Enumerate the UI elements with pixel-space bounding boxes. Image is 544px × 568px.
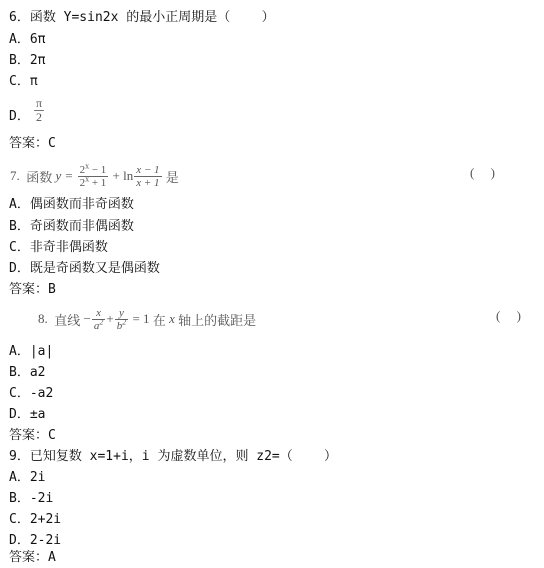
q8-plus: + <box>106 311 114 326</box>
q6-option-d-fraction <box>34 97 44 124</box>
q8-minus: − <box>83 311 91 326</box>
q7-tail: 是 <box>165 169 179 185</box>
q7-f1-den-base: 2 <box>79 176 86 189</box>
q7-answer-paren: ( ) <box>470 165 495 180</box>
q9-stem: 9．已知复数 x=1+i，i 为虚数单位，则 z2=（ ） <box>9 449 338 464</box>
q7-fraction-1 <box>78 160 109 189</box>
q7-plus-ln: + ln <box>112 168 134 183</box>
q6-option-b: B．2π <box>9 53 46 68</box>
q9-option-c: C．2+2i <box>9 512 62 527</box>
q8-tail-pre: 在 <box>152 312 166 328</box>
q8-option-a: A．|a| <box>9 344 54 359</box>
q8-answer: 答案：C <box>9 428 56 443</box>
q8-tail-post: 轴上的截距是 <box>178 312 257 328</box>
q6-option-d-numerator: π <box>36 96 43 110</box>
q9-option-b: B．-2i <box>9 491 54 506</box>
q7-label: 7. <box>10 168 20 183</box>
q7-stem <box>10 160 179 192</box>
q6-option-d-denominator: 2 <box>36 110 43 124</box>
q8-f1-den-sup: 2 <box>99 316 104 326</box>
q7-fraction-2 <box>134 164 161 189</box>
q8-fraction-1 <box>92 307 106 332</box>
q9-answer: 答案：A <box>9 550 56 565</box>
q7-f1-num-rest: − 1 <box>91 163 107 176</box>
q6-option-a: A．6π <box>9 32 46 47</box>
q7-option-a: A．偶函数而非奇函数 <box>9 197 134 212</box>
q7-f1-den-sup: x <box>85 173 90 183</box>
q8-equals: = 1 <box>132 311 150 326</box>
q7-answer: 答案：B <box>9 282 56 297</box>
q9-option-d: D．2-2i <box>9 533 62 548</box>
q9-option-a: A．2i <box>9 470 46 485</box>
q8-tail-var: x <box>169 311 175 326</box>
q6-stem: 6．函数 Y=sin2x 的最小正周期是（ ） <box>9 10 275 25</box>
q8-f2-den-sup: 2 <box>122 316 127 326</box>
q8-option-c: C．-a2 <box>9 386 54 401</box>
q8-option-d: D．±a <box>9 407 46 422</box>
q7-option-d: D．既是奇函数又是偶函数 <box>9 261 160 276</box>
q6-option-c: C．π <box>9 74 38 89</box>
q8-label: 8. <box>38 311 48 326</box>
q7-option-b: B．奇函数而非偶函数 <box>9 219 134 234</box>
q7-f2-den: x + 1 <box>136 176 160 189</box>
q6-option-d: D． <box>9 109 30 124</box>
q7-option-c: C．非奇非偶函数 <box>9 240 108 255</box>
q7-f1-num-sup: x <box>85 160 90 170</box>
q6-answer: 答案：C <box>9 136 56 151</box>
q8-stem <box>38 303 256 335</box>
q8-f2-den: b <box>116 319 123 332</box>
q8-option-b: B．a2 <box>9 365 46 380</box>
q7-word: 函数 <box>26 169 53 185</box>
q7-lhs: y = <box>55 168 74 183</box>
q8-f1-num: x <box>92 307 106 320</box>
q8-f2-num: y <box>115 307 129 320</box>
q8-word: 直线 <box>54 312 81 328</box>
q8-f1-den: a <box>93 319 100 332</box>
q8-answer-paren: ( ) <box>496 308 521 323</box>
q7-f2-num: x − 1 <box>136 163 160 176</box>
q7-f1-num-base: 2 <box>79 163 86 176</box>
q7-f1-den-rest: + 1 <box>91 176 107 189</box>
q8-fraction-2 <box>115 307 129 332</box>
